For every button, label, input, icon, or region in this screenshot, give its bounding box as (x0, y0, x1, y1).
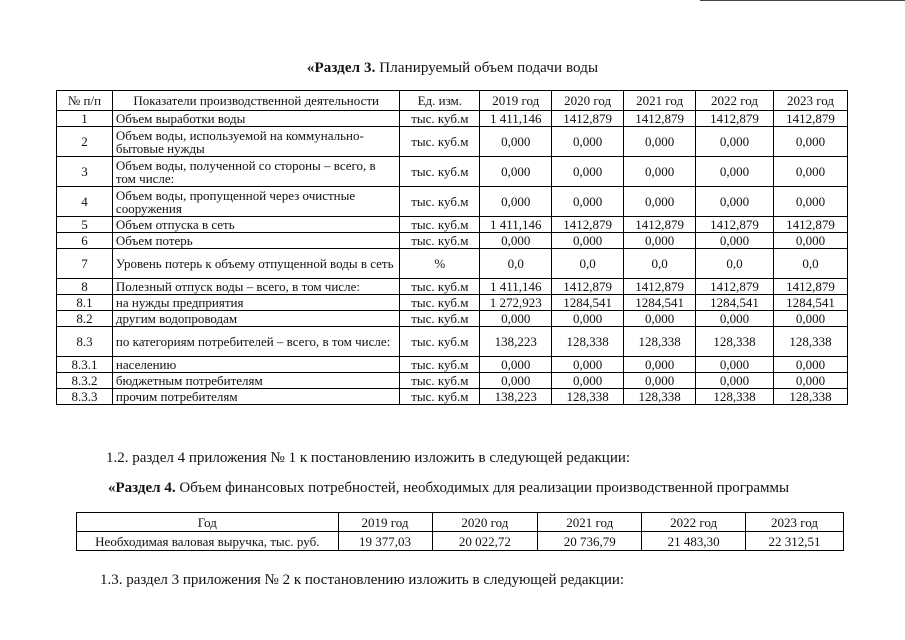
value-cell: 1412,879 (552, 217, 624, 233)
paragraph-1-3: 1.3. раздел 3 приложения № 2 к постановлению изложить в следующей редакции: (100, 572, 625, 588)
value-cell: 1412,879 (624, 217, 696, 233)
value-cell: 0,000 (552, 311, 624, 327)
row-number: 3 (57, 157, 113, 187)
unit-cell: тыс. куб.м (400, 279, 480, 295)
indicator-name: прочим потребителям (112, 389, 399, 405)
indicator-name: по категориям потребителей – всего, в том числе: (112, 327, 399, 357)
unit-cell: тыс. куб.м (400, 295, 480, 311)
table-row (57, 127, 848, 157)
table-row (77, 532, 844, 551)
value-cell: 0,000 (480, 157, 552, 187)
row-number: 8 (57, 279, 113, 295)
value-cell: 138,223 (480, 389, 552, 405)
value-cell: 0,000 (696, 127, 774, 157)
unit-cell: тыс. куб.м (400, 357, 480, 373)
value-cell: 0,000 (696, 233, 774, 249)
unit-cell: тыс. куб.м (400, 187, 480, 217)
value-cell: 128,338 (552, 389, 624, 405)
value-cell: 0,000 (624, 127, 696, 157)
value-cell: 1412,879 (624, 111, 696, 127)
water-supply-table (56, 90, 848, 405)
value-cell: 1412,879 (696, 217, 774, 233)
value-cell: 0,000 (480, 311, 552, 327)
table-row (57, 389, 848, 405)
value-cell: 0,000 (552, 187, 624, 217)
value-cell: 0,000 (480, 187, 552, 217)
header-cell: Ед. изм. (400, 91, 480, 111)
value-cell: 0,000 (773, 187, 847, 217)
value-cell: 0,000 (480, 373, 552, 389)
value-cell: 20 736,79 (538, 532, 642, 551)
value-cell: 0,000 (552, 127, 624, 157)
value-cell: 128,338 (624, 327, 696, 357)
value-cell: 0,000 (552, 233, 624, 249)
section-3-title (0, 60, 905, 77)
page-edge-line (700, 0, 905, 1)
financial-needs-table (76, 512, 844, 551)
row-number: 8.3 (57, 327, 113, 357)
unit-cell: тыс. куб.м (400, 157, 480, 187)
paragraph-1-2: 1.2. раздел 4 приложения № 1 к постановлению изложить в следующей редакции: (106, 450, 631, 466)
section-4-label: «Раздел 4. (108, 480, 176, 496)
indicator-name: Уровень потерь к объему отпущенной воды в сеть (112, 249, 399, 279)
row-number: 4 (57, 187, 113, 217)
header-cell: 2020 год (552, 91, 624, 111)
header-cell: 2020 год (432, 513, 538, 532)
header-cell: 2023 год (746, 513, 844, 532)
value-cell: 0,000 (552, 357, 624, 373)
value-cell: 0,000 (773, 157, 847, 187)
unit-cell: тыс. куб.м (400, 311, 480, 327)
value-cell: 0,000 (624, 373, 696, 389)
value-cell: 20 022,72 (432, 532, 538, 551)
table-header-row (57, 91, 848, 111)
row-number: 5 (57, 217, 113, 233)
value-cell: 0,000 (552, 157, 624, 187)
value-cell: 0,000 (773, 233, 847, 249)
value-cell: 128,338 (773, 327, 847, 357)
value-cell: 0,000 (480, 127, 552, 157)
value-cell: 0,000 (696, 357, 774, 373)
value-cell: 1412,879 (624, 279, 696, 295)
value-cell: 19 377,03 (338, 532, 432, 551)
value-cell: 0,000 (773, 357, 847, 373)
indicator-name: Объем потерь (112, 233, 399, 249)
section-4-title (108, 480, 789, 497)
header-cell: 2019 год (480, 91, 552, 111)
value-cell: 0,0 (696, 249, 774, 279)
table-row (57, 249, 848, 279)
value-cell: 1284,541 (696, 295, 774, 311)
value-cell: 0,0 (552, 249, 624, 279)
value-cell: 1284,541 (552, 295, 624, 311)
indicator-name: Объем отпуска в сеть (112, 217, 399, 233)
value-cell: 0,000 (773, 127, 847, 157)
value-cell: 0,000 (696, 373, 774, 389)
unit-cell: тыс. куб.м (400, 327, 480, 357)
table-row (57, 357, 848, 373)
header-cell: Показатели производственной деятельности (112, 91, 399, 111)
row-number: 2 (57, 127, 113, 157)
value-cell: 1 272,923 (480, 295, 552, 311)
table-row (57, 111, 848, 127)
row-number: 1 (57, 111, 113, 127)
section-4-caption: Объем финансовых потребностей, необходимых для реализации производственной программы (175, 480, 790, 496)
unit-cell: % (400, 249, 480, 279)
table-row (57, 279, 848, 295)
value-cell: 0,000 (624, 233, 696, 249)
value-cell: 0,000 (696, 157, 774, 187)
indicator-name: бюджетным потребителям (112, 373, 399, 389)
value-cell: 0,000 (773, 373, 847, 389)
value-cell: 0,000 (624, 357, 696, 373)
table-row (57, 217, 848, 233)
table-row (57, 157, 848, 187)
header-cell: 2021 год (624, 91, 696, 111)
value-cell: 1 411,146 (480, 111, 552, 127)
value-cell: 1 411,146 (480, 217, 552, 233)
indicator-name: Объем воды, пропущенной через очистные сооружения (112, 187, 399, 217)
row-number: 8.1 (57, 295, 113, 311)
value-cell: 21 483,30 (642, 532, 746, 551)
indicator-name: на нужды предприятия (112, 295, 399, 311)
value-cell: 0,000 (696, 187, 774, 217)
header-cell: 2022 год (642, 513, 746, 532)
value-cell: 128,338 (552, 327, 624, 357)
value-cell: 0,000 (624, 187, 696, 217)
indicator-name: Объем воды, полученной со стороны – всего, в том числе: (112, 157, 399, 187)
table-row (57, 327, 848, 357)
row-number: 7 (57, 249, 113, 279)
section-3-label: «Раздел 3. (306, 60, 376, 76)
indicator-name: населению (112, 357, 399, 373)
value-cell: 0,0 (773, 249, 847, 279)
table-row (57, 295, 848, 311)
value-cell: 1412,879 (773, 217, 847, 233)
table-row (57, 373, 848, 389)
unit-cell: тыс. куб.м (400, 389, 480, 405)
row-number: 8.2 (57, 311, 113, 327)
value-cell: 138,223 (480, 327, 552, 357)
unit-cell: тыс. куб.м (400, 373, 480, 389)
indicator-name: другим водопроводам (112, 311, 399, 327)
value-cell: 1284,541 (624, 295, 696, 311)
value-cell: 0,000 (624, 311, 696, 327)
value-cell: 1412,879 (552, 111, 624, 127)
table-row (57, 233, 848, 249)
indicator-name: Объем воды, используемой на коммунально-бытовые нужды (112, 127, 399, 157)
header-cell: 2019 год (338, 513, 432, 532)
value-cell: 128,338 (696, 389, 774, 405)
table-row (57, 311, 848, 327)
value-cell: 128,338 (773, 389, 847, 405)
indicator-name: Необходимая валовая выручка, тыс. руб. (77, 532, 339, 551)
header-cell: 2022 год (696, 91, 774, 111)
value-cell: 1 411,146 (480, 279, 552, 295)
value-cell: 1412,879 (773, 279, 847, 295)
value-cell: 128,338 (624, 389, 696, 405)
header-cell: 2023 год (773, 91, 847, 111)
unit-cell: тыс. куб.м (400, 127, 480, 157)
row-number: 8.3.2 (57, 373, 113, 389)
row-number: 8.3.3 (57, 389, 113, 405)
value-cell: 1412,879 (552, 279, 624, 295)
unit-cell: тыс. куб.м (400, 217, 480, 233)
indicator-name: Полезный отпуск воды – всего, в том числе: (112, 279, 399, 295)
value-cell: 22 312,51 (746, 532, 844, 551)
value-cell: 0,000 (480, 357, 552, 373)
value-cell: 1412,879 (773, 111, 847, 127)
value-cell: 0,000 (696, 311, 774, 327)
value-cell: 1412,879 (696, 279, 774, 295)
value-cell: 0,000 (624, 157, 696, 187)
table-header-row (77, 513, 844, 532)
value-cell: 0,0 (624, 249, 696, 279)
value-cell: 0,0 (480, 249, 552, 279)
header-cell: № п/п (57, 91, 113, 111)
row-number: 8.3.1 (57, 357, 113, 373)
unit-cell: тыс. куб.м (400, 233, 480, 249)
value-cell: 128,338 (696, 327, 774, 357)
header-cell: 2021 год (538, 513, 642, 532)
header-cell: Год (77, 513, 339, 532)
unit-cell: тыс. куб.м (400, 111, 480, 127)
indicator-name: Объем выработки воды (112, 111, 399, 127)
section-3-caption: Планируемый объем подачи воды (375, 60, 599, 76)
row-number: 6 (57, 233, 113, 249)
value-cell: 0,000 (552, 373, 624, 389)
value-cell: 1284,541 (773, 295, 847, 311)
value-cell: 0,000 (480, 233, 552, 249)
table-row (57, 187, 848, 217)
value-cell: 1412,879 (696, 111, 774, 127)
value-cell: 0,000 (773, 311, 847, 327)
